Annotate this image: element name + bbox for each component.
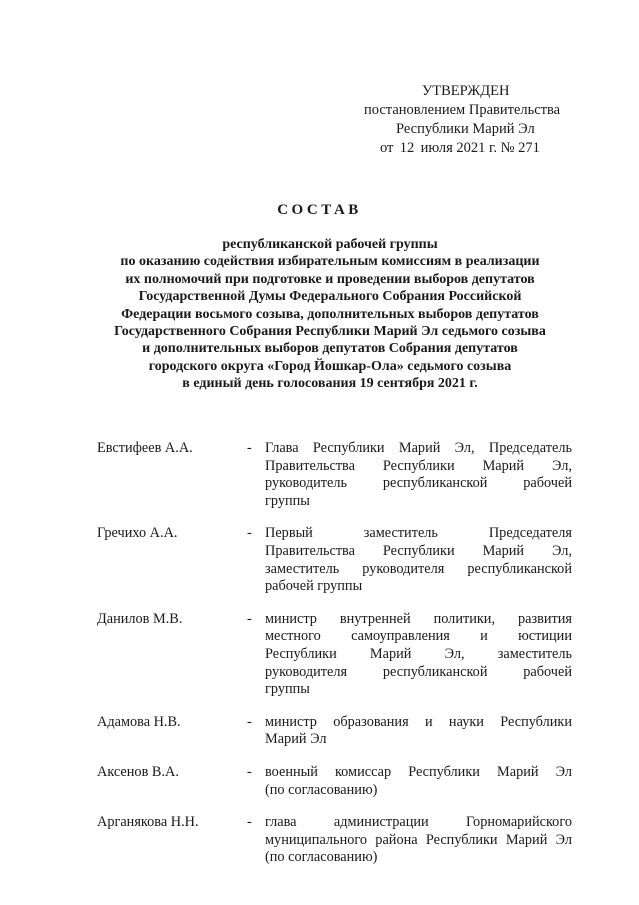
role-line: руководитель республиканской рабочей	[265, 475, 572, 492]
entry-spacer	[97, 596, 572, 611]
role-line: военный комиссар Республики Марий Эл	[265, 763, 572, 780]
entry-spacer	[97, 699, 572, 714]
member-entry	[97, 440, 572, 510]
member-role	[265, 440, 572, 510]
role-line: Правительства Республики Марий Эл,	[265, 457, 572, 474]
subtitle-line: в единый день голосования 19 сентября 2021 г.	[182, 376, 478, 392]
member-name: Арганякова Н.Н.	[97, 814, 199, 831]
subtitle-line: республиканской рабочей группы	[222, 237, 438, 252]
subtitle-line: по оказанию содействия избирательным комиссиям в реализации	[120, 254, 540, 270]
role-line: рабочей группы	[265, 578, 363, 595]
role-line: Марий Эл	[265, 731, 327, 748]
approval-number: 271	[518, 140, 540, 156]
document-subtitle	[80, 236, 580, 393]
role-line: Правительства Республики Марий Эл,	[265, 542, 572, 559]
subtitle-line: Государственной Думы Федерального Собрания Российской	[138, 289, 522, 305]
subtitle-line: Федерации восьмого созыва, дополнительных выборов депутатов	[121, 306, 539, 322]
approval-stamp	[360, 82, 600, 158]
member-name: Евстифеев А.А.	[97, 440, 193, 456]
approval-day: 12	[399, 140, 415, 156]
role-line: Республики Марий Эл, заместитель	[265, 645, 572, 662]
subtitle-line: их полномочий при подготовке и проведении выборов депутатов	[125, 271, 535, 287]
document-title: СОСТАВ	[277, 202, 362, 218]
member-entry	[97, 714, 572, 749]
entry-spacer	[97, 510, 572, 525]
member-role	[265, 611, 572, 699]
role-line: группы	[265, 681, 310, 698]
role-line: глава администрации Горномарийского	[265, 814, 572, 831]
role-line: министр внутренней политики, развития	[265, 610, 572, 627]
member-name: Адамова Н.В.	[97, 713, 181, 730]
role-line: заместитель руководителя республиканской	[265, 560, 572, 577]
member-entry	[97, 764, 572, 799]
member-dash: -	[247, 610, 252, 627]
member-role	[265, 714, 572, 749]
approval-date-prefix: от	[380, 140, 394, 156]
member-role	[265, 764, 572, 799]
entry-spacer	[97, 749, 572, 764]
approval-republic-line: Республики Марий Эл	[396, 121, 535, 137]
role-line: группы	[265, 492, 310, 509]
member-dash: -	[247, 713, 252, 730]
role-line: (по согласованию)	[265, 781, 378, 798]
member-dash: -	[247, 814, 252, 831]
role-line: руководителя республиканской рабочей	[265, 663, 572, 680]
member-role	[265, 525, 572, 595]
member-entry	[97, 814, 572, 867]
subtitle-line: Государственного Собрания Республики Марий Эл седьмого созыва	[114, 324, 546, 340]
member-entry	[97, 525, 572, 595]
subtitle-line: городского округа «Город Йошкар-Ола» седьмого созыва	[148, 358, 512, 374]
member-dash: -	[247, 440, 252, 456]
member-role	[265, 814, 572, 867]
approval-heading: УТВЕРЖДЕН	[422, 83, 510, 99]
role-line: Первый заместитель Председателя	[265, 525, 572, 542]
member-dash: -	[247, 763, 252, 780]
role-line: местного самоуправления и юстиции	[265, 628, 572, 645]
member-name: Гречихо А.А.	[97, 525, 178, 542]
role-line: министр образования и науки Республики	[265, 713, 572, 730]
role-line: (по согласованию)	[265, 849, 378, 866]
member-list	[97, 440, 572, 867]
role-line: Глава Республики Марий Эл, Председатель	[265, 440, 572, 456]
entry-spacer	[97, 799, 572, 814]
member-dash: -	[247, 525, 252, 542]
role-line: муниципального района Республики Марий Эл	[265, 831, 572, 848]
approval-date-line	[360, 139, 600, 158]
member-name: Аксенов В.А.	[97, 763, 179, 780]
subtitle-line: и дополнительных выборов депутатов Собрания депутатов	[142, 341, 518, 357]
approval-resolution-line: постановлением Правительства	[364, 102, 561, 118]
member-entry	[97, 611, 572, 699]
approval-date-rest: июля 2021 г. №	[420, 140, 515, 156]
member-name: Данилов М.В.	[97, 610, 183, 627]
